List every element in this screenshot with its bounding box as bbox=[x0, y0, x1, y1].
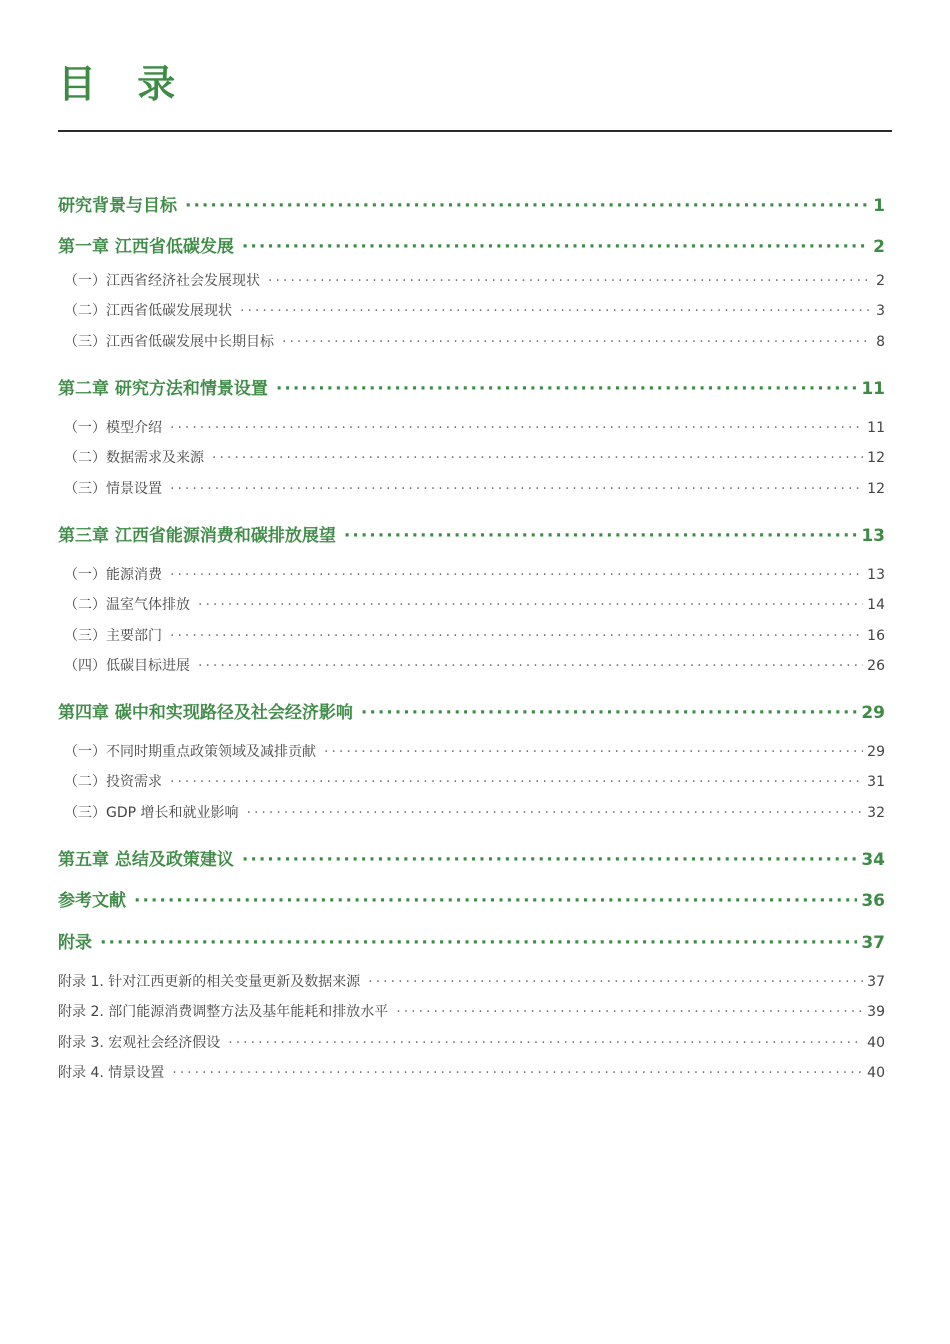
toc-entry-page: 29 bbox=[867, 744, 885, 760]
toc-entry-page: 34 bbox=[861, 850, 885, 870]
dot-leader bbox=[198, 594, 863, 616]
toc-entry-appendix-2[interactable] bbox=[58, 1001, 885, 1023]
toc-entry-section-2-3[interactable] bbox=[58, 478, 885, 500]
toc-entry-section-4-3[interactable] bbox=[58, 802, 885, 824]
toc-entry-section-3-1[interactable] bbox=[58, 564, 885, 586]
dot-leader bbox=[134, 888, 857, 914]
toc-entry-label: 第三章 江西省能源消费和碳排放展望 bbox=[58, 526, 336, 546]
toc-entry-section-2-2[interactable] bbox=[58, 447, 885, 469]
toc-entry-page: 29 bbox=[861, 703, 885, 723]
toc-entry-appendix-1[interactable] bbox=[58, 971, 885, 993]
toc-entry-label: 附录 4. 情景设置 bbox=[58, 1065, 165, 1081]
toc-entry-page: 13 bbox=[861, 526, 885, 546]
toc-entry-label: （一）能源消费 bbox=[64, 567, 162, 583]
toc-entry-chapter-5[interactable] bbox=[58, 847, 885, 873]
toc-entry-page: 13 bbox=[867, 567, 885, 583]
dot-leader bbox=[170, 417, 863, 439]
dot-leader bbox=[212, 447, 863, 469]
toc-entry-label: （二）温室气体排放 bbox=[64, 597, 190, 613]
toc-entry-page: 32 bbox=[867, 805, 885, 821]
dot-leader bbox=[247, 802, 864, 824]
dot-leader bbox=[170, 478, 863, 500]
toc-entry-label: 第四章 碳中和实现路径及社会经济影响 bbox=[58, 703, 353, 723]
dot-leader bbox=[170, 625, 863, 647]
toc-entry-page: 16 bbox=[867, 628, 885, 644]
toc-entry-page: 11 bbox=[861, 379, 885, 399]
toc-entry-label: （三）情景设置 bbox=[64, 481, 162, 497]
toc-entry-chapter-3[interactable] bbox=[58, 523, 885, 549]
toc-entry-page: 31 bbox=[867, 774, 885, 790]
toc-entry-page: 11 bbox=[867, 420, 885, 436]
toc-entry-page: 40 bbox=[867, 1035, 885, 1051]
toc-entry-label: 附录 2. 部门能源消费调整方法及基年能耗和排放水平 bbox=[58, 1004, 389, 1020]
toc-entry-section-3-2[interactable] bbox=[58, 594, 885, 616]
toc-entry-section-1-3[interactable] bbox=[58, 331, 885, 353]
toc-entry-section-1-1[interactable] bbox=[58, 270, 885, 292]
toc-entry-section-3-4[interactable] bbox=[58, 655, 885, 677]
dot-leader bbox=[242, 847, 857, 873]
toc-entry-label: （四）低碳目标进展 bbox=[64, 658, 190, 674]
dot-leader bbox=[344, 523, 857, 549]
toc-entry-page: 14 bbox=[867, 597, 885, 613]
toc-entry-chapter-2[interactable] bbox=[58, 376, 885, 402]
dot-leader bbox=[172, 1062, 863, 1084]
toc-entry-label: 第二章 研究方法和情景设置 bbox=[58, 379, 268, 399]
toc-entry-label: 附录 bbox=[58, 933, 92, 953]
toc-entry-references[interactable] bbox=[58, 888, 885, 914]
toc-entry-page: 12 bbox=[867, 481, 885, 497]
toc-entry-page: 40 bbox=[867, 1065, 885, 1081]
toc-entry-chapter-4[interactable] bbox=[58, 700, 885, 726]
dot-leader bbox=[396, 1001, 863, 1023]
toc-entry-label: 附录 3. 宏观社会经济假设 bbox=[58, 1035, 221, 1051]
dot-leader bbox=[361, 700, 857, 726]
toc-entry-page: 26 bbox=[867, 658, 885, 674]
dot-leader bbox=[324, 741, 863, 763]
toc-entry-label: （一）不同时期重点政策领域及减排贡献 bbox=[64, 744, 316, 760]
page-title: 目 录 bbox=[58, 62, 190, 106]
dot-leader bbox=[242, 234, 869, 260]
toc-entry-page: 37 bbox=[861, 933, 885, 953]
toc-entry-page: 36 bbox=[861, 891, 885, 911]
toc-entry-section-1-2[interactable] bbox=[58, 300, 885, 322]
dot-leader bbox=[185, 193, 869, 219]
toc-entry-page: 8 bbox=[876, 334, 885, 350]
toc-entry-page: 3 bbox=[876, 303, 885, 319]
dot-leader bbox=[100, 930, 857, 956]
toc-entry-label: （三）江西省低碳发展中长期目标 bbox=[64, 334, 274, 350]
dot-leader bbox=[276, 376, 857, 402]
toc-entry-section-3-3[interactable] bbox=[58, 625, 885, 647]
title-divider bbox=[58, 130, 892, 132]
toc-entry-label: 第一章 江西省低碳发展 bbox=[58, 237, 234, 257]
toc-entry-appendix[interactable] bbox=[58, 930, 885, 956]
toc-entry-page: 12 bbox=[867, 450, 885, 466]
toc-entry-label: 参考文献 bbox=[58, 891, 126, 911]
toc-entry-page: 2 bbox=[876, 273, 885, 289]
toc-entry-label: 研究背景与目标 bbox=[58, 196, 177, 216]
toc-entry-page: 39 bbox=[867, 1004, 885, 1020]
toc-entry-label: （三）主要部门 bbox=[64, 628, 162, 644]
toc-entry-page: 1 bbox=[873, 196, 885, 216]
toc-entry-label: 附录 1. 针对江西更新的相关变量更新及数据来源 bbox=[58, 974, 361, 990]
dot-leader bbox=[268, 270, 872, 292]
toc-entry-label: （一）模型介绍 bbox=[64, 420, 162, 436]
toc-entry-chapter-1[interactable] bbox=[58, 234, 885, 260]
toc-entry-section-2-1[interactable] bbox=[58, 417, 885, 439]
dot-leader bbox=[170, 771, 863, 793]
dot-leader bbox=[368, 971, 863, 993]
toc-entry-label: （三）GDP 增长和就业影响 bbox=[64, 805, 239, 821]
toc-entry-appendix-3[interactable] bbox=[58, 1032, 885, 1054]
dot-leader bbox=[198, 655, 863, 677]
dot-leader bbox=[228, 1032, 863, 1054]
toc-entry-section-4-2[interactable] bbox=[58, 771, 885, 793]
toc-entry-background[interactable] bbox=[58, 193, 885, 219]
toc-entry-label: （二）江西省低碳发展现状 bbox=[64, 303, 232, 319]
toc-entry-label: 第五章 总结及政策建议 bbox=[58, 850, 234, 870]
toc-entry-label: （一）江西省经济社会发展现状 bbox=[64, 273, 260, 289]
dot-leader bbox=[240, 300, 872, 322]
toc-entry-page: 37 bbox=[867, 974, 885, 990]
toc-entry-label: （二）投资需求 bbox=[64, 774, 162, 790]
toc-entry-section-4-1[interactable] bbox=[58, 741, 885, 763]
toc-entry-appendix-4[interactable] bbox=[58, 1062, 885, 1084]
toc-entry-page: 2 bbox=[873, 237, 885, 257]
dot-leader bbox=[282, 331, 872, 353]
toc-entry-label: （二）数据需求及来源 bbox=[64, 450, 204, 466]
dot-leader bbox=[170, 564, 863, 586]
